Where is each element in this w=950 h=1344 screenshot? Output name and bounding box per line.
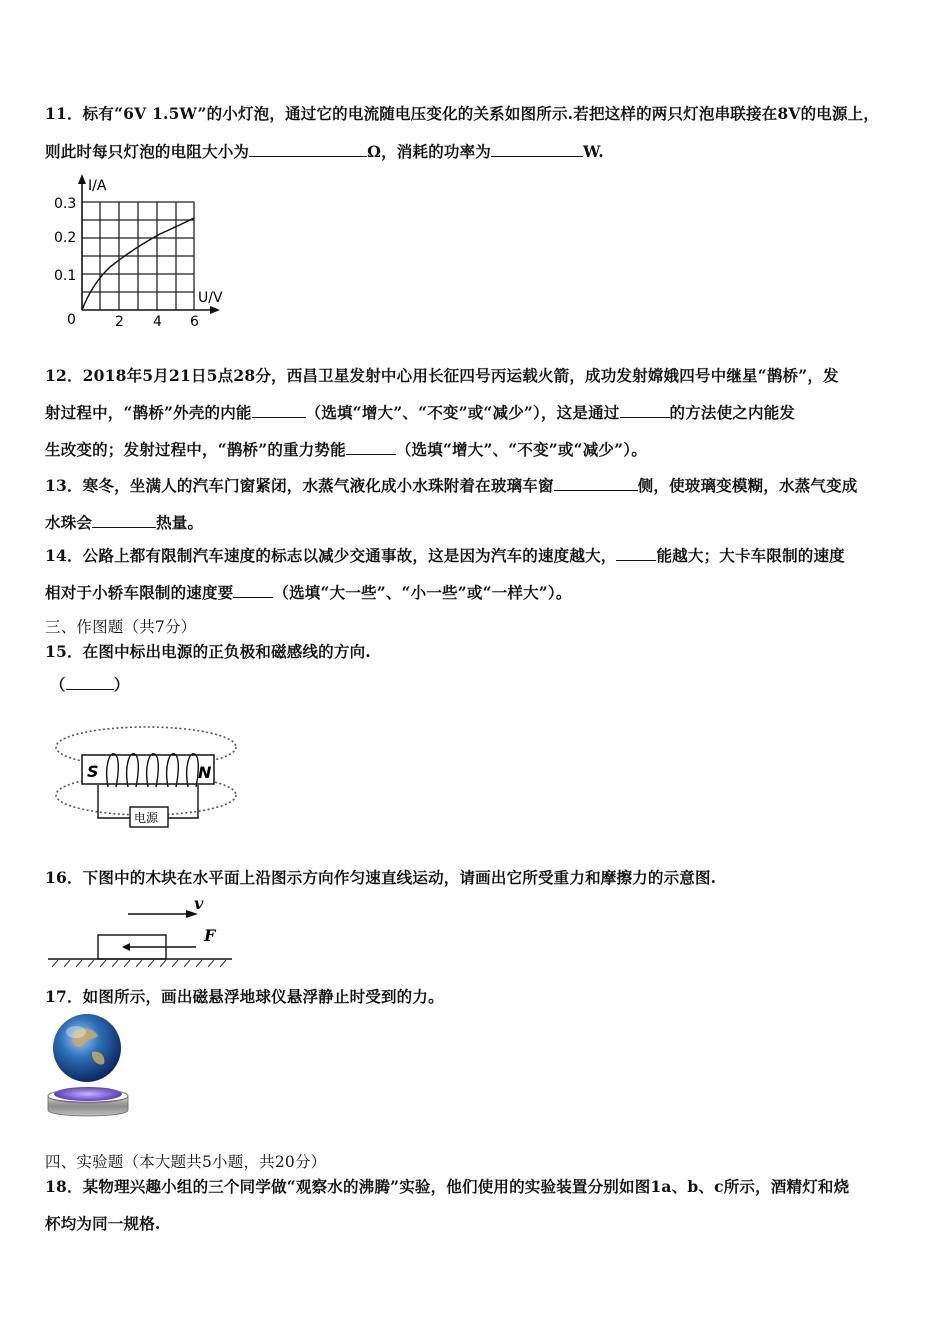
q12-line2-text-b: （选填“增大”、“不变”或“减少”），这是通过 <box>305 403 620 422</box>
q11-blank-resistance[interactable] <box>249 142 367 157</box>
wire-right <box>168 785 198 818</box>
q11-x-axis-arrow <box>210 306 220 314</box>
q13-line2-text-a: 水珠会 <box>45 513 93 532</box>
q17-text: 17．如图所示，画出磁悬浮地球仪悬浮静止时受到的力。 <box>45 987 444 1006</box>
q12-blank-potential-energy[interactable] <box>346 440 396 455</box>
power-source-label: 电源 <box>134 811 159 825</box>
q11-xtick: 6 <box>190 314 199 330</box>
q15-answer-close: ） <box>113 675 130 694</box>
q11-line2-text-c: W. <box>583 142 604 161</box>
q12-blank-method[interactable] <box>620 403 670 418</box>
q16-text: 16．下图中的木块在水平面上沿图示方向作匀速直线运动，请画出它所受重力和摩擦力的示意图. <box>45 868 717 887</box>
q11-line2-text-b: Ω，消耗的功率为 <box>367 142 492 161</box>
q11-line2 <box>45 140 604 162</box>
pole-label-s: S <box>87 762 99 781</box>
force-label: F <box>204 926 216 945</box>
q11-xtick: 4 <box>153 314 162 330</box>
q14-blank-energy[interactable] <box>616 546 656 561</box>
section-4-heading: 四、实验题（本大题共5小题，共20分） <box>45 1153 327 1171</box>
q13-line1 <box>45 474 858 496</box>
q11-y-axis-arrow <box>78 174 86 184</box>
q12-line3-text-b: （选填“增大”、“不变”或“减少”）。 <box>395 440 647 459</box>
q14-line2-text-a: 相对于小轿车限制的速度要 <box>45 583 234 602</box>
q13-line1-text-a: 13．寒冬，坐满人的汽车门窗紧闭，水蒸气液化成小水珠附着在玻璃车窗 <box>45 476 554 495</box>
q15-answer-area <box>50 673 129 695</box>
q11-blank-power[interactable] <box>491 142 583 157</box>
q14-line1-text-a: 14．公路上都有限制汽车速度的标志以减少交通事故，这是因为汽车的速度越大， <box>45 546 617 565</box>
q12-line2 <box>45 401 795 423</box>
q17-levitating-globe-figure <box>44 1010 134 1122</box>
q12-line3-text-a: 生改变的；发射过程中，“鹊桥”的重力势能 <box>45 440 346 459</box>
q14-line2-text-b: （选填“大一些”、“小一些”或“一样大”）。 <box>273 583 572 602</box>
q15-answer-blank[interactable] <box>66 675 114 690</box>
q11-xlabel: U/V <box>198 290 223 306</box>
section-3-heading: 三、作图题（共7分） <box>45 618 197 636</box>
q15-solenoid-figure <box>52 715 252 850</box>
q13-blank-heat[interactable] <box>92 513 156 528</box>
q13-blank-side[interactable] <box>554 476 638 491</box>
q16-block-figure <box>44 895 244 975</box>
q14-blank-speed[interactable] <box>233 583 273 598</box>
q15-text: 15．在图中标出电源的正负极和磁感线的方向. <box>45 642 371 661</box>
q11-ytick: 0.3 <box>54 196 77 212</box>
ground-hatching <box>52 960 226 967</box>
q12-blank-internal-energy[interactable] <box>252 403 306 418</box>
q14-line2 <box>45 581 572 603</box>
globe <box>53 1014 121 1082</box>
q18-line1: 18．某物理兴趣小组的三个同学做“观察水的沸腾”实验，他们使用的实验装置分别如图1a、b、c所示，酒精灯和烧 <box>45 1177 850 1196</box>
q13-line2 <box>45 511 203 533</box>
q14-line1 <box>45 544 845 566</box>
q14-line1-text-b: 能越大；大卡车限制的速度 <box>656 546 845 565</box>
q12-line2-text-a: 射过程中，“鹊桥”外壳的内能 <box>45 403 252 422</box>
pole-label-n: N <box>198 763 212 782</box>
globe-highlight <box>66 1026 86 1038</box>
q12-line2-text-c: 的方法使之内能发 <box>669 403 796 422</box>
q11-iu-graph <box>40 170 240 330</box>
q11-ytick: 0.2 <box>54 230 77 246</box>
q11-line1: 11．标有“6V 1.5W”的小灯泡，通过它的电流随电压变化的关系如图所示.若把这样的两只灯泡串联接在8V的电源上， <box>45 104 880 123</box>
q11-line2-text-a: 则此时每只灯泡的电阻大小为 <box>45 142 250 161</box>
q18-line2: 杯均为同一规格. <box>45 1214 161 1233</box>
q13-line2-text-b: 热量。 <box>156 513 204 532</box>
q12-line3 <box>45 438 647 460</box>
q11-xtick: 0 <box>67 312 76 328</box>
q13-line1-text-b: 侧，使玻璃变模糊，水蒸气变成 <box>637 476 858 495</box>
velocity-label: v <box>194 894 204 913</box>
q11-ylabel: I/A <box>88 178 107 194</box>
q12-line1: 12．2018年5月21日5点28分，西昌卫星发射中心用长征四号丙运载火箭，成功发射嫦娥四号中继星“鹊桥”，发 <box>45 366 839 385</box>
q15-answer-open: （ <box>50 675 66 694</box>
q11-ytick: 0.1 <box>54 268 77 284</box>
q11-xtick: 2 <box>115 314 124 330</box>
